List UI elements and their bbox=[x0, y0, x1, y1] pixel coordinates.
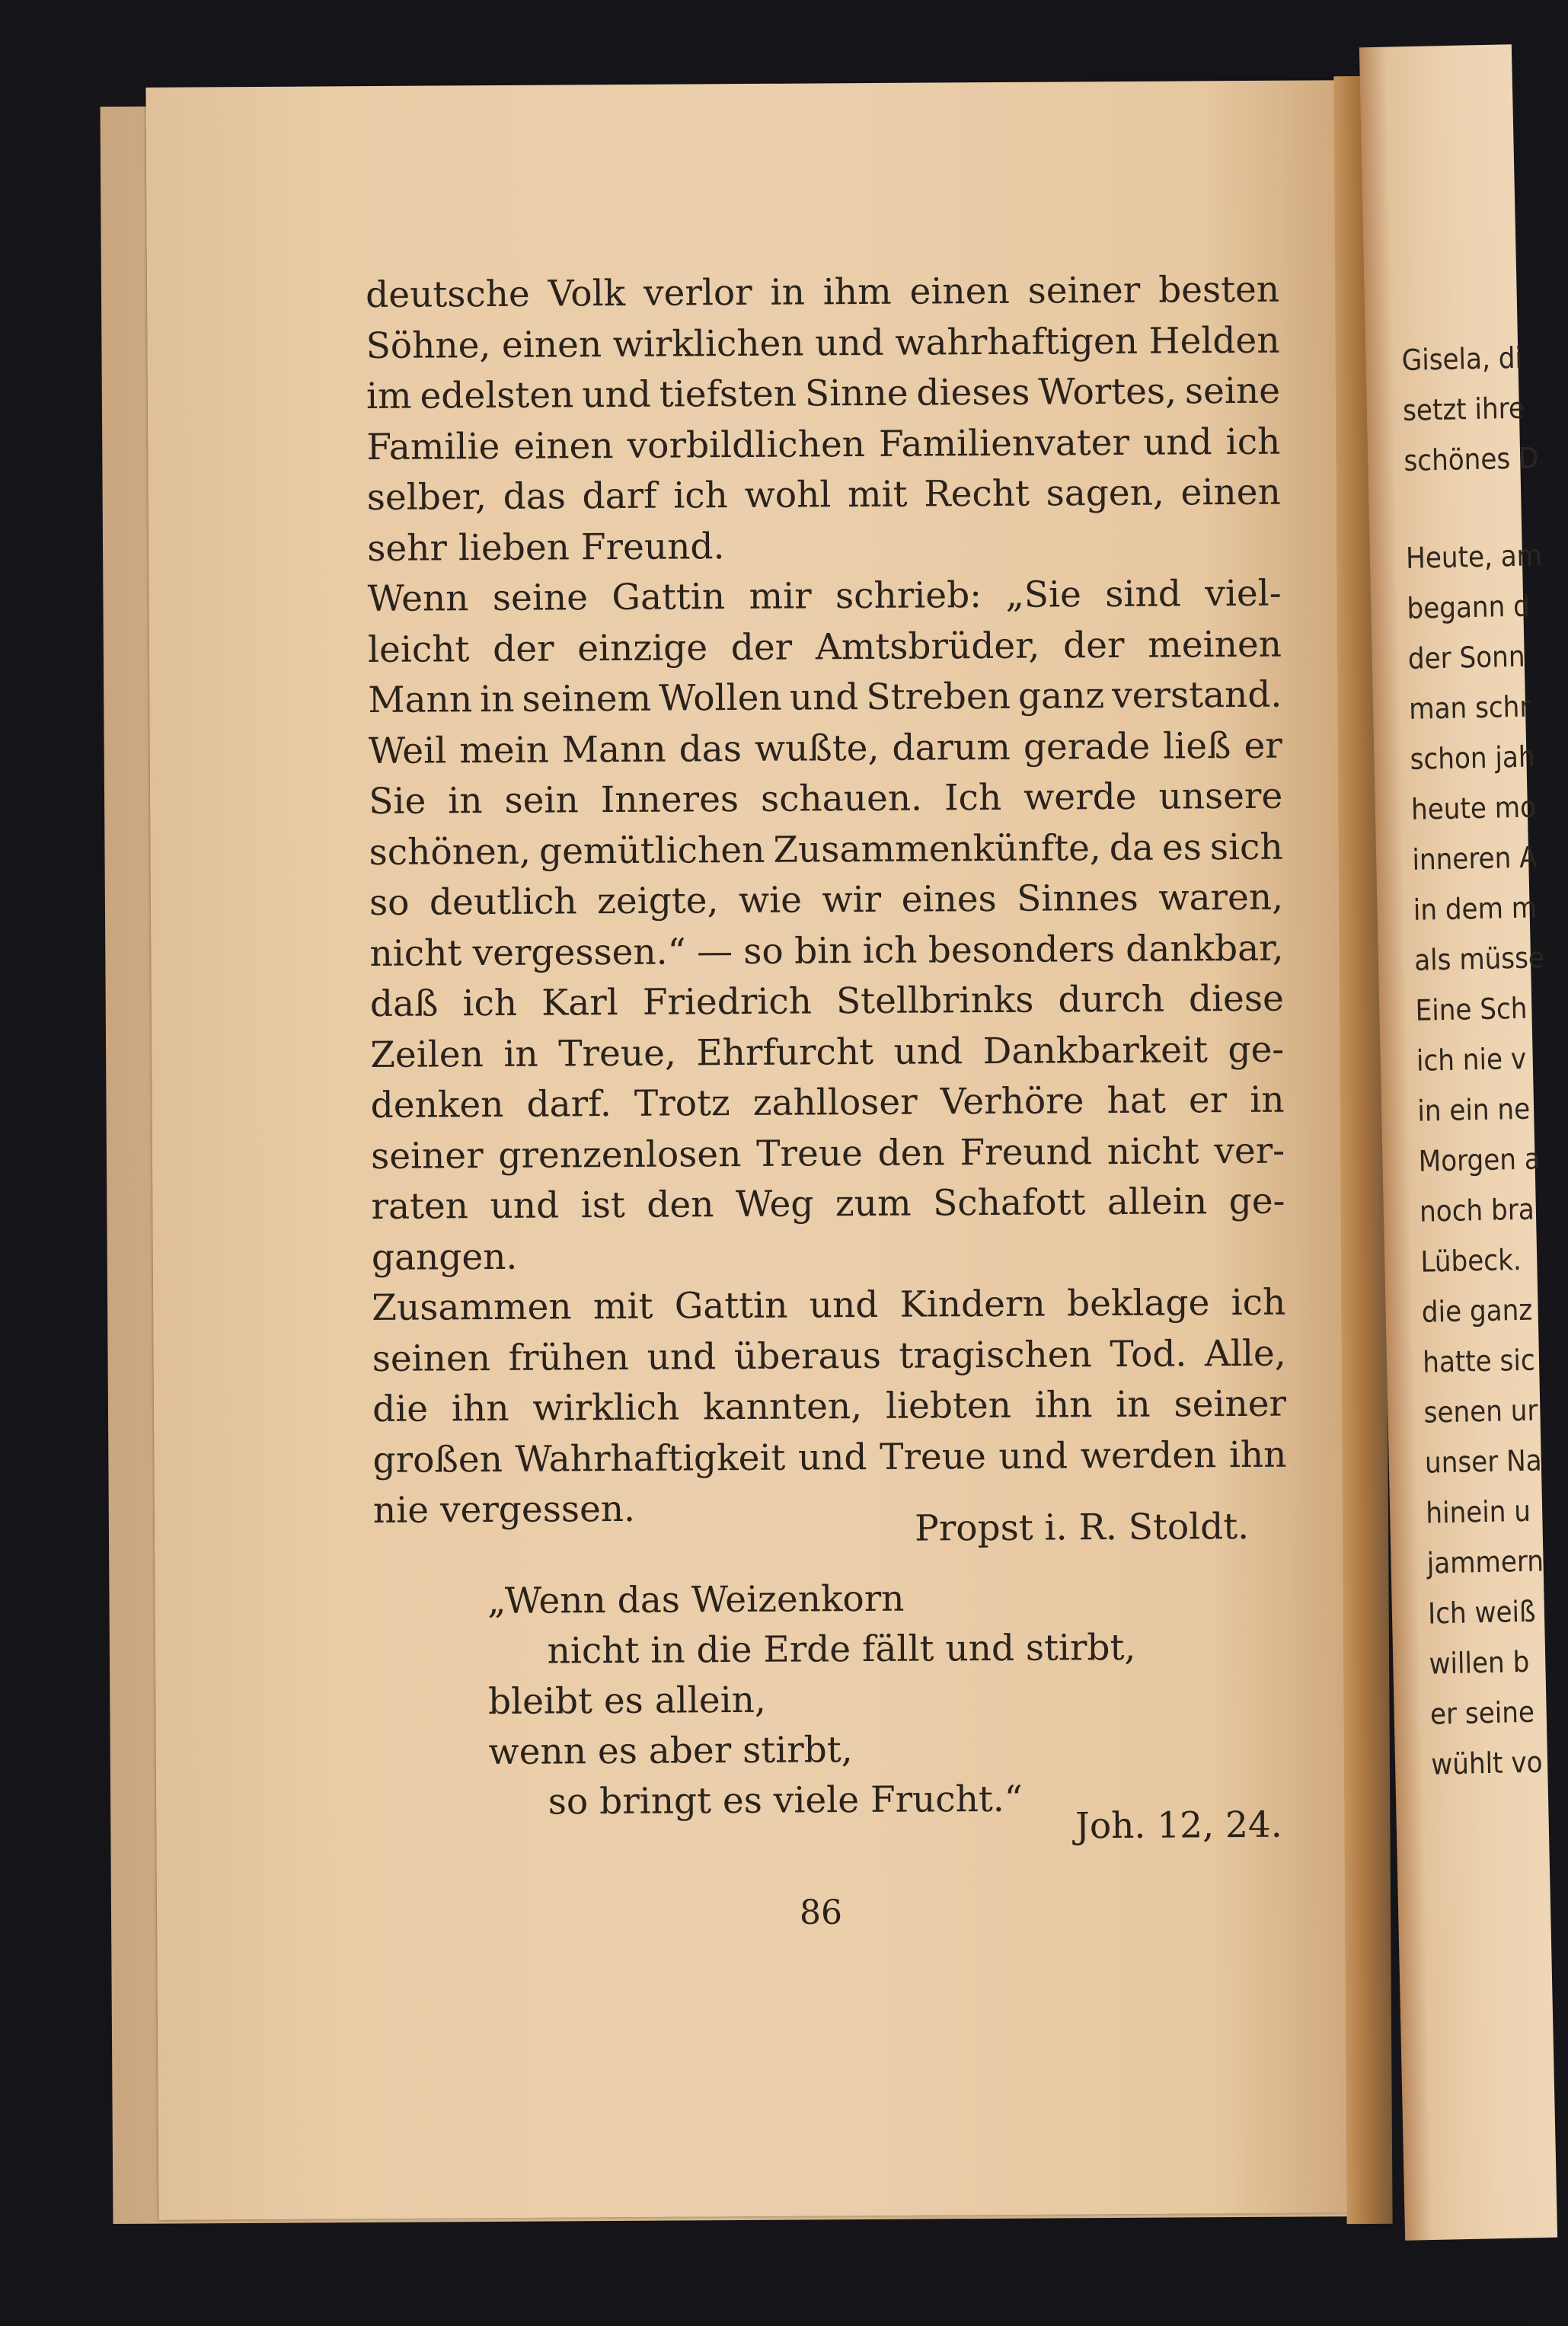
word: werden bbox=[1080, 1433, 1217, 1477]
word: wußte, bbox=[754, 727, 880, 770]
text-line bbox=[370, 974, 1284, 1030]
right-page-line: Morgen a bbox=[1418, 1142, 1541, 1178]
word: Zusammen bbox=[372, 1286, 572, 1329]
word: Treue bbox=[755, 1132, 864, 1175]
word: Volk bbox=[548, 272, 626, 315]
poem-line: nicht in die Erde fällt und stirbt, bbox=[547, 1626, 1136, 1673]
right-page-line: senen ur bbox=[1423, 1393, 1538, 1430]
word: darf bbox=[582, 474, 657, 518]
right-page-line: begann d bbox=[1407, 589, 1531, 625]
text-line bbox=[370, 1075, 1284, 1132]
word: vorbildlichen bbox=[627, 423, 866, 467]
word: hat bbox=[1107, 1079, 1166, 1123]
word: in bbox=[503, 1033, 538, 1075]
word: in bbox=[479, 678, 515, 721]
word: schönen, bbox=[369, 830, 532, 874]
word: Weg bbox=[735, 1183, 814, 1226]
word: leicht bbox=[367, 628, 470, 671]
word: und bbox=[893, 1030, 963, 1073]
right-page-block-1 bbox=[1401, 333, 1539, 486]
word: schrieb: bbox=[835, 574, 982, 618]
right-page-line: jammern bbox=[1426, 1544, 1544, 1580]
word: sich bbox=[1209, 826, 1283, 868]
right-page-line: schönes D bbox=[1403, 441, 1539, 478]
word: Ich bbox=[944, 776, 1002, 820]
word: sehr bbox=[367, 526, 448, 570]
right-page-line: Eine Sch bbox=[1415, 991, 1528, 1027]
word: ich bbox=[673, 474, 729, 517]
word: und bbox=[814, 321, 884, 364]
word: er bbox=[1188, 1079, 1228, 1122]
word: den bbox=[877, 1131, 945, 1174]
text-line bbox=[369, 772, 1282, 828]
word: schauen. bbox=[760, 777, 923, 820]
word: gerade bbox=[1023, 725, 1151, 768]
word: grenzenlosen bbox=[498, 1133, 742, 1177]
word: seine bbox=[492, 577, 589, 619]
word: ich bbox=[1225, 420, 1281, 463]
text-line bbox=[366, 417, 1280, 473]
text-line bbox=[368, 619, 1282, 676]
word: und bbox=[490, 1184, 560, 1228]
word: ihn bbox=[1034, 1384, 1093, 1427]
text-line bbox=[368, 670, 1282, 727]
word: waren, bbox=[1158, 876, 1284, 919]
word: das bbox=[503, 475, 567, 518]
poem-line: wenn es aber stirbt, bbox=[488, 1729, 853, 1773]
word: ihn bbox=[1228, 1433, 1287, 1476]
right-page-line: noch bra bbox=[1419, 1192, 1535, 1228]
word: und bbox=[797, 1436, 867, 1479]
word: in bbox=[1250, 1078, 1285, 1121]
right-page-line: der Sonn bbox=[1407, 639, 1525, 676]
word: Verhöre bbox=[940, 1080, 1084, 1123]
word: raten bbox=[371, 1185, 469, 1228]
word: denken bbox=[370, 1083, 504, 1126]
word: ge- bbox=[1228, 1180, 1285, 1223]
word: Friedrich bbox=[642, 980, 813, 1024]
word: vergessen.“ bbox=[472, 930, 686, 974]
text-line bbox=[372, 1328, 1286, 1385]
word: Zeilen bbox=[370, 1033, 484, 1076]
bible-quote bbox=[487, 1571, 1327, 1848]
word: sagen, bbox=[1046, 471, 1165, 515]
word: überaus bbox=[733, 1334, 882, 1378]
right-page-line: Heute, am bbox=[1405, 538, 1543, 575]
word: seinen bbox=[372, 1337, 491, 1380]
word: der bbox=[1062, 624, 1125, 666]
word: gemütlichen bbox=[538, 829, 765, 873]
text-line bbox=[372, 1227, 1285, 1283]
right-page-line: setzt ihre bbox=[1402, 391, 1525, 427]
word: frühen bbox=[508, 1336, 630, 1379]
word: und bbox=[998, 1434, 1068, 1478]
word: deutlich bbox=[429, 880, 577, 924]
right-page-line: in ein ne bbox=[1416, 1091, 1531, 1128]
word: besten bbox=[1158, 268, 1280, 312]
text-line bbox=[367, 569, 1281, 625]
word: durch bbox=[1058, 978, 1165, 1021]
word: Freund bbox=[960, 1130, 1093, 1174]
word: ich bbox=[862, 929, 918, 972]
word: der bbox=[730, 626, 793, 669]
word: ich bbox=[1231, 1281, 1286, 1324]
right-page-line: unser Na bbox=[1424, 1443, 1543, 1480]
word: und bbox=[647, 1335, 717, 1379]
closing-row bbox=[372, 1481, 1287, 1550]
word: Karl bbox=[541, 981, 618, 1024]
word: in bbox=[770, 271, 806, 314]
word: wir bbox=[822, 878, 882, 922]
word: Helden bbox=[1148, 319, 1280, 363]
word: nicht bbox=[1107, 1129, 1199, 1173]
word: Kindern bbox=[899, 1283, 1046, 1326]
text-line bbox=[369, 720, 1282, 777]
right-page-line: hatte sic bbox=[1422, 1343, 1536, 1379]
text-line bbox=[371, 1177, 1285, 1233]
word: Mann bbox=[368, 679, 473, 721]
word: liebten bbox=[885, 1384, 1012, 1427]
poem-line: „Wenn das Weizenkorn bbox=[487, 1577, 905, 1622]
word: tiefsten bbox=[659, 372, 797, 416]
word: ist bbox=[580, 1184, 625, 1227]
word: und bbox=[1142, 420, 1212, 464]
word: in bbox=[448, 780, 483, 823]
word: Schafott bbox=[932, 1181, 1086, 1225]
word: dieses bbox=[916, 371, 1030, 414]
word: Treue, bbox=[558, 1032, 677, 1075]
poem-line: so bringt es viele Frucht.“ bbox=[548, 1778, 1023, 1823]
word: darum bbox=[892, 726, 1011, 769]
right-page-line: wühlt vo bbox=[1430, 1745, 1543, 1781]
word: verlor bbox=[643, 271, 752, 315]
word: bin bbox=[794, 929, 852, 973]
word: „Sie bbox=[1005, 574, 1082, 616]
word: Familienvater bbox=[878, 421, 1130, 465]
word: Wahrhaftigkeit bbox=[515, 1436, 786, 1481]
word: einen bbox=[1180, 471, 1281, 514]
word: seiner bbox=[370, 1134, 484, 1177]
word: Inneres bbox=[600, 778, 739, 822]
word: da bbox=[1109, 826, 1154, 869]
closing-line: nie vergessen. bbox=[372, 1487, 636, 1532]
word: dankbar, bbox=[1126, 927, 1284, 970]
word: kannten, bbox=[703, 1385, 863, 1429]
word: Streben bbox=[866, 675, 1011, 718]
word: gangen. bbox=[371, 1235, 518, 1279]
right-page-block-2 bbox=[1405, 531, 1554, 1790]
text-line bbox=[369, 923, 1283, 979]
word: Dankbarkeit bbox=[982, 1028, 1209, 1072]
word: Wenn bbox=[367, 577, 469, 620]
word: Ehrfurcht bbox=[696, 1030, 874, 1074]
word: mit bbox=[847, 473, 908, 516]
word: diese bbox=[1188, 977, 1285, 1021]
word: ver- bbox=[1214, 1129, 1285, 1172]
word: Sie bbox=[369, 780, 426, 823]
text-line bbox=[372, 1278, 1285, 1334]
word: beklage bbox=[1066, 1282, 1210, 1325]
word: seiner bbox=[1027, 269, 1141, 312]
right-page-line: man schr bbox=[1408, 689, 1531, 726]
word: so bbox=[369, 881, 410, 924]
word: einen bbox=[501, 323, 602, 366]
text-line bbox=[367, 518, 1281, 574]
word: Söhne, bbox=[366, 324, 491, 367]
word: Stellbrinks bbox=[835, 979, 1034, 1023]
text-line bbox=[372, 1430, 1286, 1486]
text-line bbox=[371, 1126, 1285, 1182]
word: so bbox=[743, 930, 784, 973]
word: besonders bbox=[928, 928, 1116, 972]
word: sind bbox=[1105, 573, 1182, 616]
word: Tod. bbox=[1110, 1332, 1187, 1375]
right-page-line: willen b bbox=[1429, 1644, 1530, 1681]
word: Wollen bbox=[658, 676, 782, 720]
word: allein bbox=[1107, 1181, 1208, 1224]
word: es bbox=[1161, 826, 1202, 869]
text-line bbox=[369, 873, 1283, 929]
text-line bbox=[366, 265, 1279, 321]
word: selber, bbox=[366, 476, 487, 519]
word: nicht bbox=[369, 931, 462, 975]
word: Zusammenkünfte, bbox=[773, 826, 1101, 871]
text-line bbox=[369, 822, 1282, 878]
word: einen bbox=[513, 424, 614, 468]
word: sein bbox=[504, 779, 579, 822]
word: deutsche bbox=[366, 273, 530, 316]
text-line bbox=[370, 1024, 1284, 1081]
bible-reference: Joh. 12, 24. bbox=[1075, 1804, 1282, 1848]
word: ließ bbox=[1163, 724, 1231, 768]
word: seinem bbox=[522, 677, 652, 720]
right-page-line: in dem m bbox=[1413, 890, 1538, 927]
word: zeigte, bbox=[596, 880, 719, 923]
word: wirklichen bbox=[612, 321, 804, 366]
word: wahrhaftigen bbox=[895, 320, 1138, 364]
word: Mann bbox=[561, 728, 666, 771]
word: werde bbox=[1023, 775, 1137, 819]
word: einzige bbox=[577, 626, 708, 669]
word: wohl bbox=[744, 474, 832, 516]
word: mein bbox=[459, 729, 550, 772]
text-line bbox=[366, 315, 1279, 372]
word: in bbox=[1116, 1383, 1151, 1427]
right-page-line: hinein u bbox=[1425, 1494, 1531, 1530]
word: Gattin bbox=[674, 1284, 788, 1328]
word: und bbox=[809, 1283, 879, 1327]
word: seiner bbox=[1174, 1382, 1287, 1426]
word: Trotz bbox=[634, 1082, 730, 1125]
word: ge- bbox=[1228, 1028, 1285, 1071]
page-number: 86 bbox=[800, 1893, 842, 1932]
word: Wortes, bbox=[1038, 370, 1177, 414]
word: wie bbox=[738, 879, 803, 922]
word: ganz bbox=[1017, 675, 1105, 717]
word: Freund. bbox=[580, 525, 725, 568]
word: Recht bbox=[924, 472, 1030, 516]
right-page-line: inneren A bbox=[1411, 840, 1538, 877]
word: ihm bbox=[822, 270, 892, 314]
word: lieben bbox=[458, 526, 570, 569]
right-page-line: ich nie v bbox=[1416, 1041, 1527, 1078]
right-page-line: Lübeck. bbox=[1420, 1242, 1522, 1279]
word: großen bbox=[372, 1438, 503, 1481]
word: darf. bbox=[526, 1083, 612, 1126]
word: Weil bbox=[368, 729, 447, 772]
word: ihn bbox=[451, 1387, 509, 1430]
word: zahlloser bbox=[752, 1081, 918, 1124]
word: und bbox=[582, 373, 652, 417]
right-page-line: schon jah bbox=[1410, 740, 1535, 776]
word: und bbox=[789, 676, 859, 719]
word: unsere bbox=[1158, 775, 1283, 818]
word: mit bbox=[592, 1285, 653, 1328]
word: seine bbox=[1184, 369, 1281, 413]
word: Sinne bbox=[804, 372, 909, 415]
word: zum bbox=[835, 1182, 912, 1225]
word: verstand. bbox=[1111, 673, 1282, 717]
word: er bbox=[1244, 724, 1282, 767]
author-signature: Propst i. R. Stoldt. bbox=[915, 1505, 1250, 1550]
right-page-line: die ganz bbox=[1421, 1292, 1533, 1329]
word: meinen bbox=[1148, 623, 1282, 666]
word: daß bbox=[369, 982, 439, 1025]
word: Sinnes bbox=[1016, 877, 1139, 920]
word: wirklich bbox=[532, 1386, 680, 1430]
word: im bbox=[366, 375, 412, 417]
word: der bbox=[492, 627, 554, 670]
word: viel- bbox=[1205, 572, 1282, 615]
right-page-line: heute mo bbox=[1410, 790, 1537, 826]
text-line bbox=[367, 468, 1281, 524]
body-text bbox=[366, 265, 1287, 1550]
word: die bbox=[372, 1388, 429, 1430]
word: Gattin bbox=[612, 576, 726, 619]
word: tragischen bbox=[899, 1333, 1092, 1377]
word: das bbox=[679, 727, 742, 770]
word: Amtsbrüder, bbox=[815, 625, 1040, 668]
word: Alle, bbox=[1204, 1332, 1286, 1375]
text-line bbox=[366, 366, 1280, 423]
word: edelsten bbox=[420, 374, 574, 417]
text-line bbox=[372, 1379, 1286, 1436]
right-page-line: Ich weiß bbox=[1427, 1594, 1537, 1631]
right-page-line: Gisela, di bbox=[1401, 340, 1523, 377]
right-page-line: als müsse bbox=[1413, 941, 1545, 977]
right-page-line: er seine bbox=[1429, 1695, 1535, 1731]
word: Familie bbox=[366, 425, 500, 468]
word: einen bbox=[909, 270, 1010, 313]
poem-line: bleibt es allein, bbox=[487, 1679, 767, 1723]
word: ich bbox=[462, 982, 518, 1025]
word: den bbox=[647, 1184, 714, 1226]
word: eines bbox=[901, 877, 997, 921]
word: mir bbox=[749, 575, 812, 618]
word: — bbox=[696, 930, 733, 973]
word: Treue bbox=[879, 1435, 987, 1478]
